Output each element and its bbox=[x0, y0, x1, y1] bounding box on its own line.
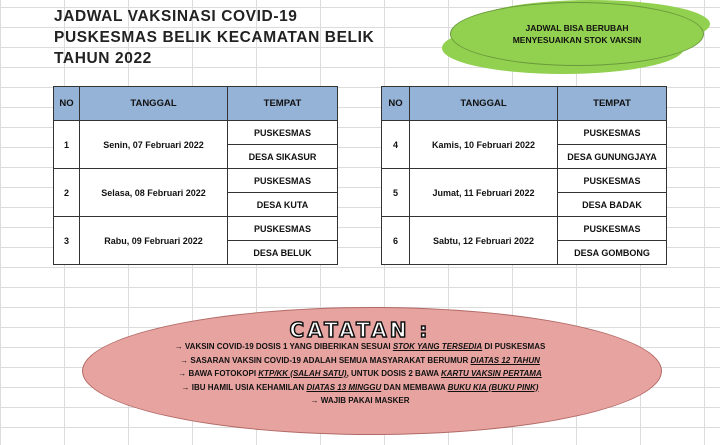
table-row bbox=[54, 121, 338, 145]
header-tempat: TEMPAT bbox=[228, 87, 338, 121]
row-date: Selasa, 08 Februari 2022 bbox=[80, 169, 228, 217]
arrow-icon: → bbox=[178, 369, 187, 378]
header-tempat: TEMPAT bbox=[558, 87, 667, 121]
table-row bbox=[54, 169, 338, 193]
row-date: Senin, 07 Februari 2022 bbox=[80, 121, 228, 169]
row-place-1: PUSKESMAS bbox=[228, 169, 338, 193]
row-date: Sabtu, 12 Februari 2022 bbox=[410, 217, 558, 265]
note-item bbox=[0, 367, 720, 381]
note-text: DAN MEMBAWA bbox=[381, 382, 448, 392]
note-emphasis: DIATAS 13 MINGGU bbox=[306, 382, 382, 392]
note-text: SASARAN VAKSIN COVID-19 ADALAH SEMUA MASYARAKAT BERUMUR bbox=[190, 355, 471, 365]
note-emphasis: KTP/KK (SALAH SATU) bbox=[258, 369, 347, 378]
row-no: 5 bbox=[382, 169, 410, 217]
row-date: Jumat, 11 Februari 2022 bbox=[410, 169, 558, 217]
document-title bbox=[54, 6, 374, 69]
note-emphasis: BUKU KIA (BUKU PINK) bbox=[447, 382, 539, 392]
note-text: , UNTUK DOSIS 2 BAWA bbox=[346, 369, 441, 378]
note-text: IBU HAMIL USIA KEHAMILAN bbox=[191, 382, 307, 392]
row-place-1: PUSKESMAS bbox=[558, 121, 667, 145]
header-tanggal: TANGGAL bbox=[410, 87, 558, 121]
note-item bbox=[0, 340, 720, 354]
table-header-row bbox=[54, 87, 338, 121]
notes-list bbox=[0, 340, 720, 408]
header-no: NO bbox=[382, 87, 410, 121]
row-place-1: PUSKESMAS bbox=[558, 169, 667, 193]
row-no: 1 bbox=[54, 121, 80, 169]
row-place-2: DESA BELUK bbox=[228, 241, 338, 265]
row-date: Rabu, 09 Februari 2022 bbox=[80, 217, 228, 265]
row-place-1: PUSKESMAS bbox=[558, 217, 667, 241]
row-date: Kamis, 10 Februari 2022 bbox=[410, 121, 558, 169]
table-row bbox=[382, 169, 667, 193]
arrow-icon: → bbox=[310, 396, 319, 405]
note-item bbox=[0, 381, 720, 395]
header-tanggal: TANGGAL bbox=[80, 87, 228, 121]
schedule-table-left bbox=[53, 86, 338, 265]
row-no: 2 bbox=[54, 169, 80, 217]
table-row bbox=[54, 217, 338, 241]
header-no: NO bbox=[54, 87, 80, 121]
note-item bbox=[0, 354, 720, 368]
note-emphasis: KARTU VAKSIN PERTAMA bbox=[440, 369, 542, 378]
row-no: 6 bbox=[382, 217, 410, 265]
table-header-row bbox=[382, 87, 667, 121]
note-emphasis: DIATAS 12 TAHUN bbox=[470, 355, 540, 365]
callout-line-2: MENYESUAIKAN STOK VAKSIN bbox=[512, 35, 642, 45]
callout-line-1: JADWAL BISA BERUBAH bbox=[525, 23, 629, 33]
row-no: 3 bbox=[54, 217, 80, 265]
notes-heading: CATATAN : bbox=[289, 318, 431, 342]
title-line-2: PUSKESMAS BELIK KECAMATAN BELIK bbox=[54, 29, 375, 46]
note-text: BAWA FOTOKOPI bbox=[188, 369, 259, 378]
note-text: VAKSIN COVID-19 DOSIS 1 YANG DIBERIKAN SESUAI bbox=[184, 342, 393, 351]
note-text: WAJIB PAKAI MASKER bbox=[320, 396, 410, 405]
row-place-2: DESA SIKASUR bbox=[228, 145, 338, 169]
table-row bbox=[382, 121, 667, 145]
schedule-table-right bbox=[381, 86, 667, 265]
row-place-2: DESA KUTA bbox=[228, 193, 338, 217]
table-row bbox=[382, 217, 667, 241]
schedule-change-callout bbox=[450, 2, 704, 66]
row-place-2: DESA GOMBONG bbox=[558, 241, 667, 265]
note-text: DI PUSKESMAS bbox=[482, 342, 546, 351]
row-place-1: PUSKESMAS bbox=[228, 121, 338, 145]
arrow-icon: → bbox=[180, 355, 189, 365]
row-place-2: DESA BADAK bbox=[558, 193, 667, 217]
arrow-icon: → bbox=[174, 342, 183, 351]
row-place-1: PUSKESMAS bbox=[228, 217, 338, 241]
row-no: 4 bbox=[382, 121, 410, 169]
note-item bbox=[0, 394, 720, 408]
arrow-icon: → bbox=[181, 382, 190, 392]
title-line-1: JADWAL VAKSINASI COVID-19 bbox=[54, 8, 298, 25]
title-line-3: TAHUN 2022 bbox=[54, 50, 152, 67]
row-place-2: DESA GUNUNGJAYA bbox=[558, 145, 667, 169]
note-emphasis: STOK YANG TERSEDIA bbox=[392, 342, 483, 351]
